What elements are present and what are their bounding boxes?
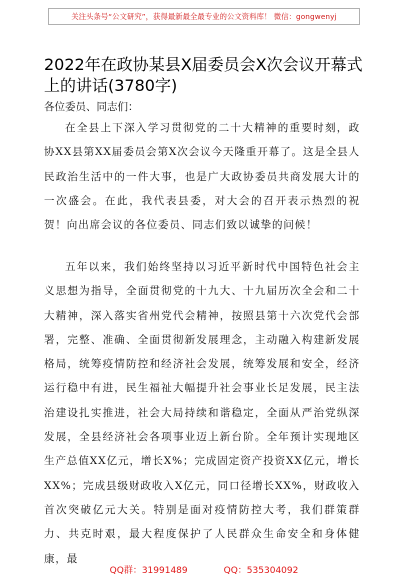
salutation: 各位委员、同志们： (44, 101, 139, 113)
paragraph-opening: 在全县上下深入学习贯彻党的二十大精神的重要时刻，政协XX县第XX届委员会第X次会议今天隆重开幕了。这是全县人民政治生活中的一件大事，也是广大政协委员共商发展大计的一次盛会。在此，我代表县委，对大会的召开表示热烈的祝贺！向出席会议的各位委员、同志们致以诚挚的问候！ (44, 122, 360, 232)
document-title: 2022年在政协某县X届委员会X次会议开幕式上的讲话(3780字) (44, 55, 363, 95)
footer-contacts (0, 560, 408, 578)
header-banner (48, 8, 360, 25)
footer-qq: QQ：535304092 (223, 565, 299, 576)
banner-text: 关注头条号“公文研究”，获得最新最全最专业的公文资料库！ 微信：gongwenyj (71, 11, 337, 21)
paragraph-review: 五年以来，我们始终坚持以习近平新时代中国特色社会主义思想为指导，全面贯彻党的十九大、十九届历次全会和二十大精神，深入落实省州党代会精神，按照县第十六次党代会部署，完整、准确、全面贯彻新发展理念，主动融入构建新发展格局，统筹疫情防控和经济社会发展，统筹发展和安全，经济运行稳中有进，民生福祉大幅提升社会事业长足发展，民主法治建设扎实推进，社会大局持续和谐稳定，全面从严治党纵深发展，全县经济社会各项事业迈上新台阶。全年预计实现地区生产总值XX亿元，增长X%；完成固定资产投资XX亿元，增长XX%；完成县级财政收入X亿元，同口径增长XX%，财政收入首次突破亿元大关。特别是面对疫情防控大考，我们群策群力、共克时艰，最大程度保护了人民群众生命安全和身体健康，最 (44, 261, 360, 565)
footer-qq-group: QQ群：31991489 (109, 565, 188, 576)
